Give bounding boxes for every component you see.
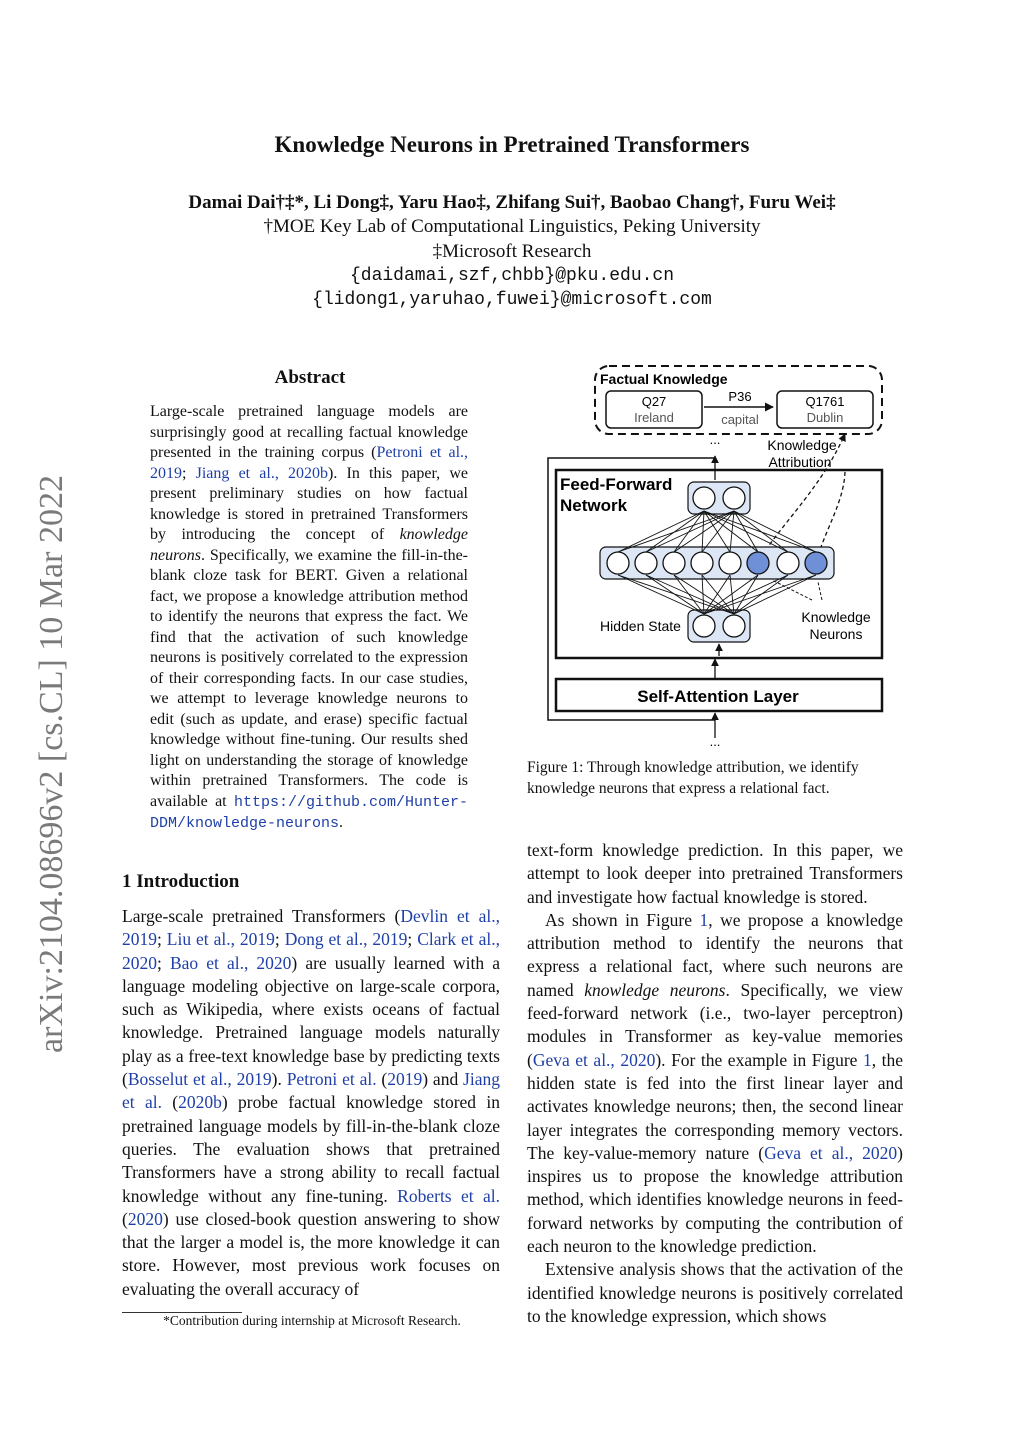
intermediate-neuron <box>663 552 685 574</box>
head-entity-name: Ireland <box>634 410 674 425</box>
figure-ref-link[interactable]: 1 <box>699 909 709 930</box>
connection-line <box>704 511 816 552</box>
neurons-label-2: Neurons <box>809 626 863 642</box>
figure-caption: Figure 1: Through knowledge attribution, we identify knowledge neurons that express a relational fact. <box>527 759 859 797</box>
hidden-neuron <box>723 615 745 637</box>
knowledge-neuron <box>747 552 769 574</box>
head-entity-id: Q27 <box>641 394 667 409</box>
connection-line <box>702 511 734 552</box>
top-ellipsis: ... <box>709 432 721 447</box>
attribution-label-1: Knowledge <box>767 437 837 453</box>
citation-link[interactable]: Geva et al., 2020 <box>532 1049 656 1070</box>
citation-link[interactable]: Bosselut et al., 2019 <box>127 1069 272 1090</box>
ffn-label-2: Network <box>560 496 628 515</box>
connection-line <box>646 575 704 614</box>
citation-link[interactable]: Devlin et al., 2019 <box>122 906 501 950</box>
code-url-link[interactable]: https://github.com/Hunter-DDM/knowledge-neurons <box>150 793 468 832</box>
hidden-neuron <box>693 615 715 637</box>
intermediate-neuron <box>635 552 657 574</box>
factual-knowledge-label: Factual Knowledge <box>600 371 728 387</box>
abstract-text: Large-scale pretrained language models are surprisingly good at recalling factual knowledge presented in the training corpus (Petroni et al., 2019; Jiang et al., 2020b). In this paper, we present preliminary studies on how factual knowledge is stored in pretrained Transformers by introducing the concept of knowledge neurons. Specifically, we examine the fill-in-the-blank cloze task for BERT. Given a relational fact, we propose a knowledge attribution method to identify the neurons that express the fact. We find that the activation of such knowledge neurons is positively correlated to the expression of their corresponding facts. In our case studies, we attempt to leverage knowledge neurons to edit (such as update, and erase) specific factual knowledge without fine-tuning. Our results shed light on understanding the storage of knowledge within pretrained Transformers. The code is available at https://github.com/Hunter-DDM/knowledge-neurons. <box>150 403 469 832</box>
arxiv-identifier: arXiv:2104.08696v2 [cs.CL] 10 Mar 2022 <box>33 475 70 1053</box>
citation-year-link[interactable]: 2020 <box>127 1208 163 1229</box>
section-heading: 1 Introduction <box>122 871 240 892</box>
knowledge-neuron <box>805 552 827 574</box>
self-attention-label: Self-Attention Layer <box>637 687 799 706</box>
intermediate-neuron <box>607 552 629 574</box>
output-neuron <box>723 487 745 509</box>
author-list: Damai Dai†‡*, Li Dong‡, Yaru Hao‡, Zhifang Sui†, Baobao Chang†, Furu Wei‡ <box>188 192 836 213</box>
affiliation-microsoft: ‡Microsoft Research <box>432 241 592 262</box>
intro-paragraph: Large-scale pretrained Transformers (Devlin et al., 2019; Liu et al., 2019; Dong et al., 2019; Clark et al., 2020; Bao et al., 2020) are usually learned with a language modeling objective on large-scale corpora, such as Wikipedia, where exists oceans of factual knowledge. Pretrained language models naturally play as a free-text knowledge base by predicting texts (Bosselut et al., 2019). Petroni et al. (2019) and Jiang et al. (2020b) probe factual knowledge stored in pretrained language models by fill-in-the-blank cloze queries. The evaluation shows that pretrained Transformers have a strong ability to recall factual knowledge without any fine-tuning. Roberts et al. (2020) use closed-book question answering to show that the larger a model is, the more knowledge it can store. However, most previous work focuses on evaluating the overall accuracy of <box>122 906 501 1299</box>
connection-line <box>674 511 704 552</box>
citation-link[interactable]: Geva et al., 2020 <box>764 1142 898 1163</box>
citation-link[interactable]: Bao et al., 2020 <box>169 952 292 973</box>
output-neuron <box>693 487 715 509</box>
citation-link[interactable]: Petroni et al., 2019 <box>150 444 469 482</box>
intermediate-neuron <box>777 552 799 574</box>
attribution-label-2: Attribution <box>768 454 832 470</box>
intro-continued: text-form knowledge prediction. In this paper, we attempt to look deeper into pretrained Transformers and investigate how factual knowledge is stored. As shown in Figure 1, we propose a knowledge attribution method to identify the neurons that express a relational fact, where such neurons are named knowledge neurons. Specifically, we view feed-forward network (i.e., two-layer perceptron) modules in Transformer as key-value memories (Geva et al., 2020). For the example in Figure 1, the hidden state is fed into the first linear layer and activates knowledge neurons; then, the second linear layer integrates the corresponding memory vectors. The key-value-memory nature (Geva et al., 2020) inspires us to propose the knowledge attribution method, which identifies knowledge neurons in feed-forward networks by computing the contribution of each neuron to the knowledge prediction. Extensive analysis shows that the activation of the identified knowledge neurons is positively correlated to the knowledge expression, which shows <box>527 840 903 1326</box>
citation-link[interactable]: Liu et al., 2019 <box>166 929 275 950</box>
connection-line <box>646 511 704 552</box>
citation-link[interactable]: Roberts et al. <box>397 1185 500 1206</box>
figure-knowledge-neurons <box>540 360 890 750</box>
figure-ref-link[interactable]: 1 <box>862 1049 872 1070</box>
citation-link[interactable]: Jiang et al. <box>122 1069 500 1113</box>
bottom-ellipsis: ... <box>709 734 721 749</box>
tail-entity-id: Q1761 <box>805 394 845 409</box>
abstract-heading: Abstract <box>274 367 346 388</box>
citation-year-link[interactable]: 2019 <box>387 1069 423 1090</box>
citation-link[interactable]: Petroni et al. <box>286 1069 377 1090</box>
footnote: *Contribution during internship at Microsoft Research. <box>163 1313 461 1328</box>
intermediate-neuron <box>691 552 713 574</box>
paper-title: Knowledge Neurons in Pretrained Transformers <box>274 132 750 157</box>
citation-link[interactable]: Clark et al., 2020 <box>122 929 500 973</box>
citation-year-link[interactable]: 2020b <box>178 1092 222 1113</box>
email-pku: {daidamai,szf,chbb}@pku.edu.cn <box>349 266 675 286</box>
relation-id: P36 <box>728 389 752 404</box>
connection-line <box>674 575 704 614</box>
citation-link[interactable]: Jiang et al., 2020b <box>195 464 328 482</box>
affiliation-pku: †MOE Key Lab of Computational Linguistics, Peking University <box>263 216 761 237</box>
tail-entity-name: Dublin <box>806 410 844 425</box>
email-microsoft: {lidong1,yaruhao,fuwei}@microsoft.com <box>312 290 712 310</box>
connection-line <box>618 511 704 552</box>
relation-name: capital <box>721 412 759 427</box>
citation-link[interactable]: Dong et al., 2019 <box>284 929 408 950</box>
connection-line <box>704 575 816 614</box>
ffn-label-1: Feed-Forward <box>560 475 673 494</box>
hidden-state-label: Hidden State <box>600 618 681 634</box>
neurons-label-1: Knowledge <box>801 609 871 625</box>
intermediate-neuron <box>719 552 741 574</box>
